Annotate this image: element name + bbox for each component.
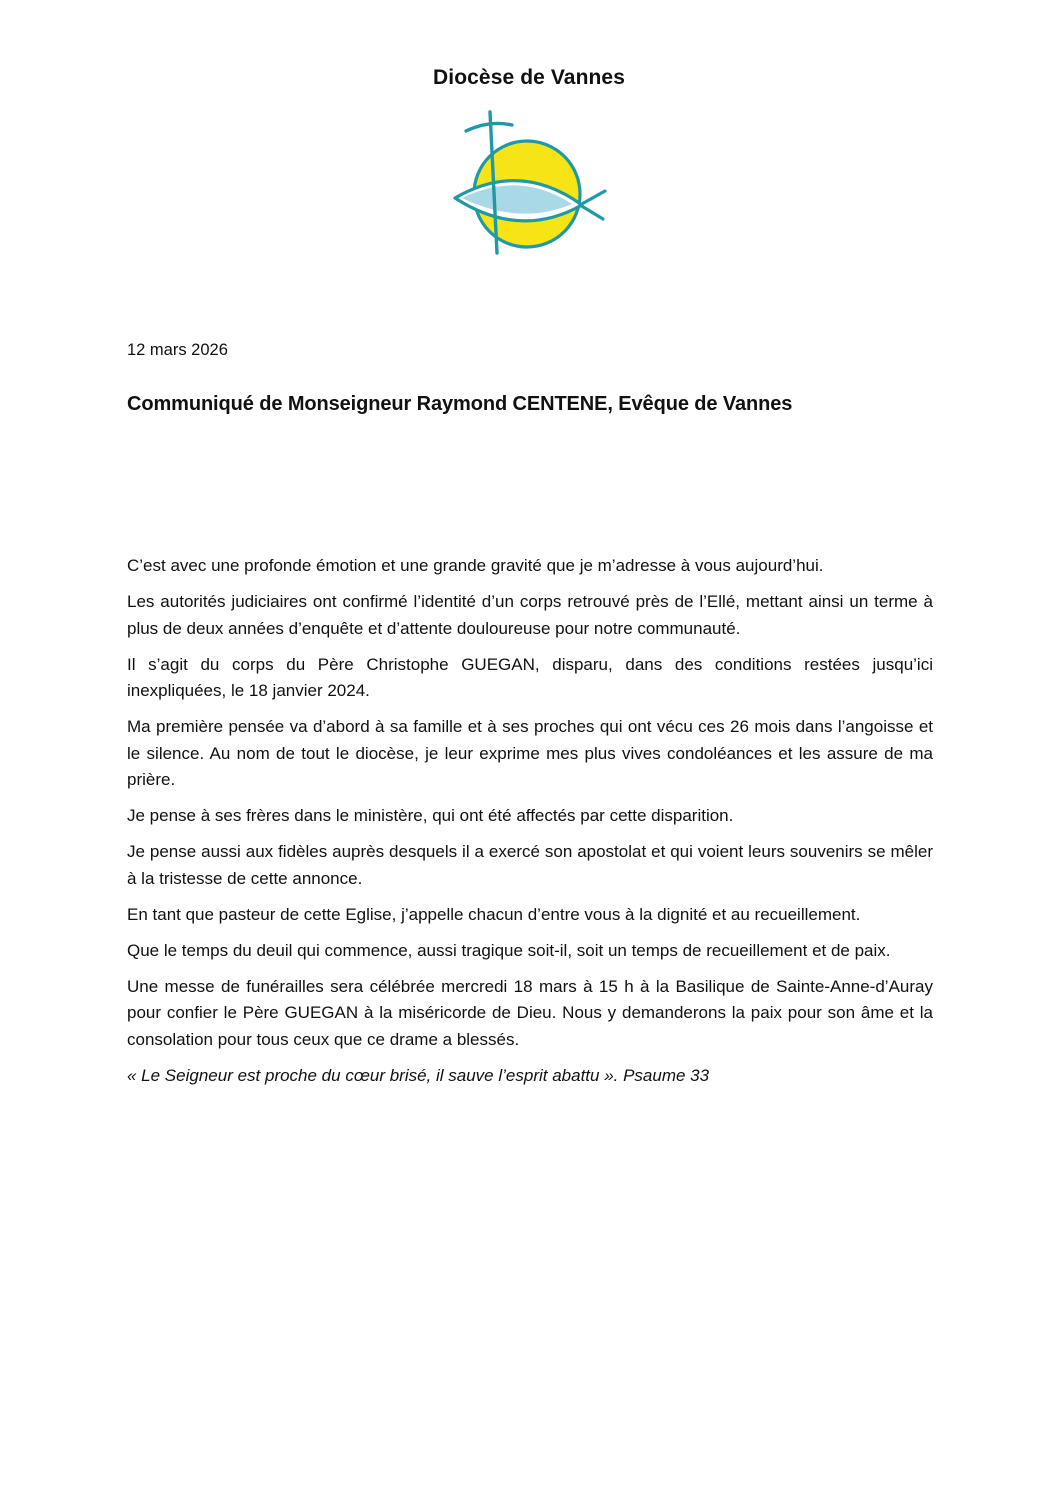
document-date: 12 mars 2026	[127, 341, 228, 359]
paragraph: C’est avec une profonde émotion et une grande gravité que je m’adresse à vous aujourd’hui.	[127, 556, 824, 575]
paragraph: Je pense à ses frères dans le ministère, qui ont été affectés par cette disparition.	[127, 806, 734, 825]
paragraph: Que le temps du deuil qui commence, aussi tragique soit-il, soit un temps de recueillement et de paix.	[127, 940, 891, 960]
organization-title: Diocèse de Vannes	[433, 66, 625, 89]
document-body	[127, 553, 933, 1099]
diocese-logo-icon	[440, 105, 620, 265]
paragraph: Je pense aussi aux fidèles auprès desquels il a exercé son apostolat et qui voient leurs souvenirs se mêler à la tristesse de cette annonce.	[127, 842, 933, 888]
document-title: Communiqué de Monseigneur Raymond CENTENE, Evêque de Vannes	[127, 393, 793, 415]
paragraph: Ma première pensée va d’abord à sa famille et à ses proches qui ont vécu ces 26 mois dans l’angoisse et le silence. Au nom de tout le diocèse, je leur exprime mes plus vives condoléances et les assure de ma prière.	[127, 717, 933, 789]
paragraph: En tant que pasteur de cette Eglise, j’appelle chacun d’entre vous à la dignité et au recueillement.	[127, 904, 861, 924]
psalm-quote: « Le Seigneur est proche du cœur brisé, il sauve l’esprit abattu ». Psaume 33	[127, 1065, 710, 1085]
paragraph: Les autorités judiciaires ont confirmé l’identité d’un corps retrouvé près de l’Ellé, mettant ainsi un terme à plus de deux années d’enquête et d’attente douloureuse pour notre communauté.	[127, 592, 933, 638]
paragraph: Une messe de funérailles sera célébrée mercredi 18 mars à 15 h à la Basilique de Sainte-Anne-d’Auray pour confier le Père GUEGAN à la miséricorde de Dieu. Nous y demanderons la paix pour son âme et la consolation pour tous ceux que ce drame a blessés.	[127, 976, 933, 1049]
paragraph: Il s’agit du corps du Père Christophe GUEGAN, disparu, dans des conditions restées jusqu’ici inexpliquées, le 18 janvier 2024.	[127, 654, 933, 700]
